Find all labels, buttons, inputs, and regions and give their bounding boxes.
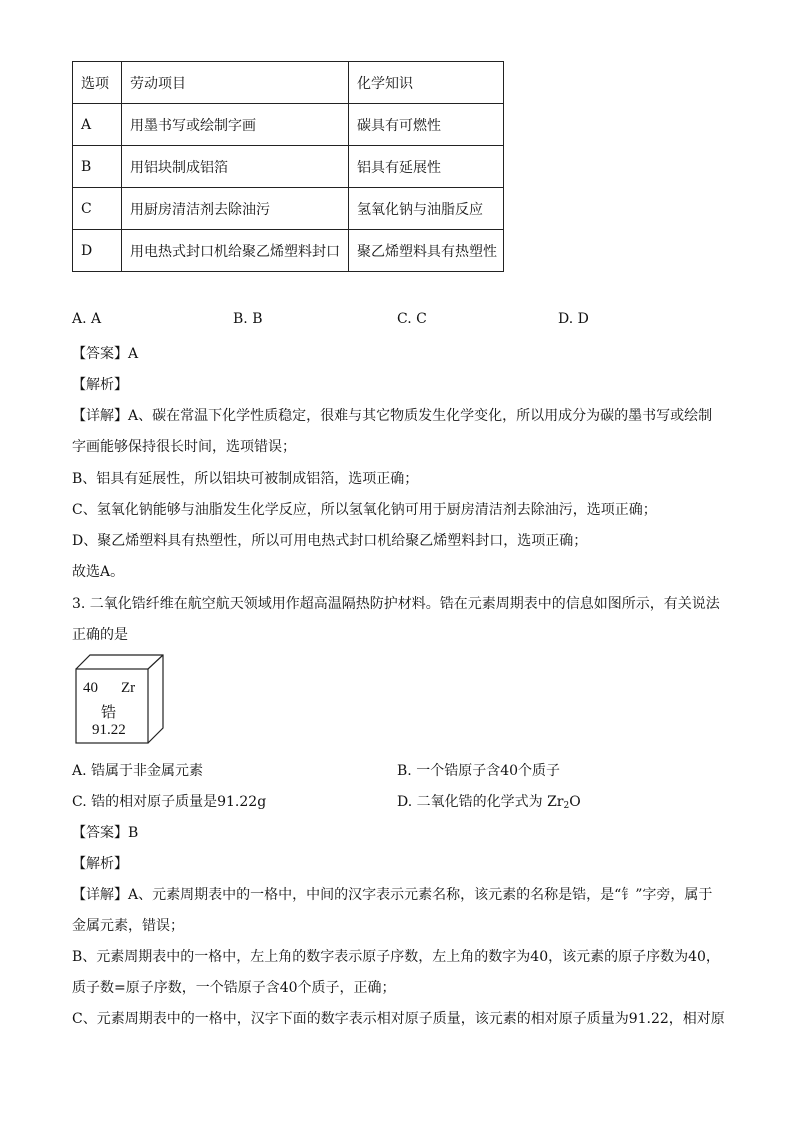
atomic-mass: 91.22 — [92, 722, 126, 738]
q3-option-d-prefix: D. 二氧化锆的化学式为 Zr — [397, 794, 564, 810]
table-cell: 用铝块制成铝箔 — [122, 146, 349, 188]
q2-answer: 【答案】A — [72, 346, 139, 362]
table-cell: 氢氧化钠与油脂反应 — [349, 188, 504, 230]
q2-detail-line: 故选A。 — [72, 564, 125, 580]
q2-detail-line: D、聚乙烯塑料具有热塑性，所以可用电热式封口机给聚乙烯塑料封口，选项正确； — [72, 533, 588, 549]
q3-detail-line: 【详解】A、元素周期表中的一格中，中间的汉字表示元素名称，该元素的名称是锆，是“钅”字旁，属于 — [72, 887, 713, 903]
table-row — [73, 104, 504, 146]
table-header-row — [73, 62, 504, 104]
q2-analysis-label: 【解析】 — [72, 377, 128, 393]
q2-option-c: C. C — [397, 311, 427, 327]
q3-detail-line: 金属元素，错误； — [72, 918, 184, 934]
q3-answer: 【答案】B — [72, 825, 139, 841]
q3-stem-line: 正确的是 — [72, 627, 128, 643]
table-row — [73, 146, 504, 188]
table-row — [73, 230, 504, 272]
table-header-cell: 选项 — [73, 62, 122, 104]
options-table — [72, 61, 504, 272]
q3-option-d-subscript: 2 — [563, 801, 570, 811]
q3-detail-line: B、元素周期表中的一格中，左上角的数字表示原子序数，左上角的数字为40，该元素的原子序数为40， — [72, 949, 720, 965]
table-cell: 用墨书写或绘制字画 — [122, 104, 349, 146]
q3-detail-line: C、元素周期表中的一格中，汉字下面的数字表示相对原子质量，该元素的相对原子质量为91.22，相对原 — [72, 1011, 725, 1027]
q2-detail-line: B、铝具有延展性，所以铝块可被制成铝箔，选项正确； — [72, 471, 419, 487]
q3-stem-line: 3. 二氧化锆纤维在航空航天领域用作超高温隔热防护材料。锆在元素周期表中的信息如图所示，有关说法 — [72, 596, 720, 612]
table-row — [73, 188, 504, 230]
table-cell: C — [73, 188, 122, 230]
table-header-cell: 劳动项目 — [122, 62, 349, 104]
q2-detail-line: 【详解】A、碳在常温下化学性质稳定，很难与其它物质发生化学变化，所以用成分为碳的墨书写或绘制 — [72, 408, 713, 424]
zirconium-element-cell — [75, 654, 165, 744]
table-cell: 聚乙烯塑料具有热塑性 — [349, 230, 504, 272]
table-cell: D — [73, 230, 122, 272]
q2-option-d: D. D — [558, 311, 589, 327]
element-name: 锆 — [101, 705, 117, 721]
element-symbol: Zr — [121, 680, 136, 696]
q3-option-d-suffix: O — [569, 794, 581, 810]
q2-detail-line: 字画能够保持很长时间，选项错误； — [72, 439, 296, 455]
q3-option-a: A. 锆属于非金属元素 — [72, 763, 204, 779]
atomic-number: 40 — [83, 680, 98, 696]
table-cell: 用电热式封口机给聚乙烯塑料封口 — [122, 230, 349, 272]
table-cell: 铝具有延展性 — [349, 146, 504, 188]
table-cell: B — [73, 146, 122, 188]
q3-option-b: B. 一个锆原子含40个质子 — [397, 763, 561, 779]
q3-detail-line: 质子数=原子序数，一个锆原子含40个质子，正确； — [72, 980, 396, 996]
table-cell: 用厨房清洁剂去除油污 — [122, 188, 349, 230]
q2-option-b: B. B — [233, 311, 263, 327]
table-cell: 碳具有可燃性 — [349, 104, 504, 146]
q3-option-d — [397, 791, 581, 811]
q2-detail-line: C、氢氧化钠能够与油脂发生化学反应，所以氢氧化钠可用于厨房清洁剂去除油污，选项正确； — [72, 502, 657, 518]
q2-option-a: A. A — [72, 311, 102, 327]
q3-analysis-label: 【解析】 — [72, 856, 128, 872]
table-header-cell: 化学知识 — [349, 62, 504, 104]
q3-option-c: C. 锆的相对原子质量是91.22g — [72, 794, 267, 810]
table-cell: A — [73, 104, 122, 146]
